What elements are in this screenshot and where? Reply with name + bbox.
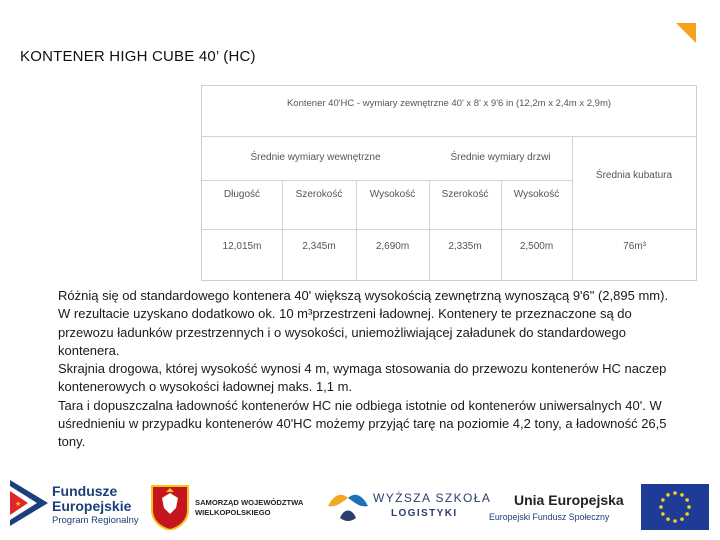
value-width-inner: 2,345m	[302, 241, 336, 252]
wsl-title: WYŻSZA SZKOŁA	[373, 491, 492, 505]
sw-line2: WIELKOPOLSKIEGO	[195, 508, 271, 517]
eu-star	[661, 498, 665, 502]
footer-logos	[0, 472, 720, 540]
eu-star	[673, 519, 677, 523]
fe-program-label: Program Regionalny	[52, 515, 139, 526]
group-inner-dimensions: Średnie wymiary wewnętrzne	[250, 152, 381, 163]
eu-star	[673, 491, 677, 495]
eu-star	[666, 493, 670, 497]
table-header: Kontener 40'HC - wymiary zewnętrzne 40' x 8' x 9'6 in (12,2m x 2,4m x 2,9m)	[286, 98, 612, 110]
sw-line1: SAMORZĄD WOJEWÓDZTWA	[195, 498, 304, 507]
fe-line1: Fundusze	[52, 483, 118, 499]
eu-star	[666, 517, 670, 521]
value-length: 12,015m	[222, 241, 262, 252]
eu-flag-icon	[641, 484, 709, 530]
ue-subtitle: Europejski Fundusz Społeczny	[489, 512, 610, 522]
paragraph-tare-capacity: Tara i dopuszczalna ładowność kontenerów HC nie odbiega istotnie od kontenerów uniwersalnych 40'. W uśrednieniu w przypadku kontenerów 40'HC możemy przyjąć tarę na poziomie 4,2 tony, a ładowność 26,5 tony.	[58, 397, 667, 450]
eu-star	[661, 512, 665, 516]
eu-star	[687, 505, 691, 509]
eu-star	[680, 517, 684, 521]
col-height-door: Wysokość	[513, 189, 560, 200]
value-height-door: 2,500m	[519, 241, 554, 252]
col-width-inner: Szerokość	[295, 189, 343, 200]
col-width-door: Szerokość	[441, 189, 489, 200]
body-text	[58, 287, 678, 452]
eu-star	[685, 498, 689, 502]
ue-title: Unia Europejska	[514, 492, 624, 508]
wsl-logo	[326, 488, 370, 524]
paragraph-dimensions: Różnią się od standardowego kontenera 40' większą wysokością zewnętrzną wynoszącą 9'6" (2,895 mm). W rezultacie uzyskano dodatkowo ok. 10 m³przestrzeni ładownej. Kontenery te przeznaczone są do przewozu ładunków przestrzennych i o wysokości, uniemożliwiającej załadunek do standardowego kontenera.	[58, 288, 669, 358]
value-capacity: 76m³	[623, 241, 646, 252]
col-length: Długość	[223, 189, 261, 200]
paragraph-road-clearance: Skrajnia drogowa, której wysokość wynosi 4 m, wymaga stosowania do przewozu kontenerów HC naczep kontenerowych o wysokości ładownej maks. 1,1 m.	[58, 361, 667, 395]
fundusze-europejskie-title	[52, 484, 131, 514]
eu-star	[680, 493, 684, 497]
capacity-label: Średnia kubatura	[595, 170, 673, 181]
slide-title: KONTENER HIGH CUBE 40’ (HC)	[20, 48, 256, 65]
container-spec-table	[201, 85, 697, 281]
fundusze-europejskie-logo	[10, 480, 48, 526]
fe-line2: Europejskie	[52, 498, 132, 514]
samorzad-label	[195, 498, 325, 518]
wsl-subtitle: LOGISTYKI	[391, 508, 458, 519]
eu-star	[659, 505, 663, 509]
col-height-inner: Wysokość	[369, 189, 416, 200]
eu-star	[685, 512, 689, 516]
wielkopolska-crest-logo	[150, 484, 190, 530]
value-width-door: 2,335m	[448, 241, 482, 252]
group-door-dimensions: Średnie wymiary drzwi	[450, 152, 551, 163]
svg-text:★: ★	[15, 500, 22, 508]
value-height-inner: 2,690m	[375, 241, 410, 252]
corner-accent-triangle	[676, 23, 696, 43]
